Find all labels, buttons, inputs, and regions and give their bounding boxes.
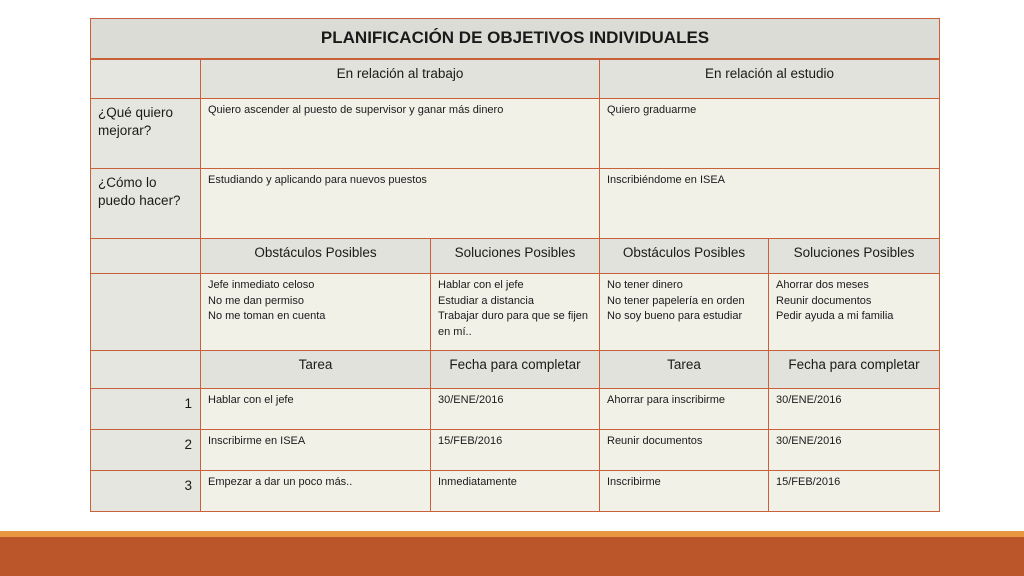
header-soluciones: Soluciones Posibles — [431, 239, 600, 274]
list-item: No me dan permiso — [208, 294, 304, 307]
date-cell: 15/FEB/2016 — [769, 471, 940, 512]
row-label: ¿Cómo lo puedo hacer? — [91, 169, 201, 239]
task-number: 3 — [91, 471, 201, 512]
table-row — [91, 99, 940, 169]
empty-header-cell — [91, 59, 201, 99]
cell-trabajo: Estudiando y aplicando para nuevos puestos — [201, 169, 600, 239]
table-row — [91, 274, 940, 351]
task-cell: Hablar con el jefe — [201, 389, 431, 430]
footer-bar — [0, 537, 1024, 576]
list-item: Jefe inmediato celoso — [208, 279, 315, 291]
task-cell: Inscribirme en ISEA — [201, 430, 431, 471]
header-trabajo: En relación al trabajo — [201, 59, 600, 99]
list-item: Reunir documentos — [776, 294, 872, 307]
table-row — [91, 169, 940, 239]
task-cell: Reunir documentos — [600, 430, 769, 471]
task-cell: Empezar a dar un poco más.. — [201, 471, 431, 512]
solutions-trabajo — [431, 274, 600, 351]
empty-header-cell — [91, 239, 201, 274]
list-item: Ahorrar dos meses — [776, 279, 869, 291]
list-item: No me toman en cuenta — [208, 310, 326, 322]
table-row — [91, 389, 940, 430]
date-cell: 15/FEB/2016 — [431, 430, 600, 471]
solutions-estudio — [769, 274, 940, 351]
list-item: Estudiar a distancia — [438, 294, 534, 307]
list-item: No tener dinero — [607, 279, 683, 291]
empty-label-cell — [91, 274, 201, 351]
table-row — [91, 430, 940, 471]
cell-estudio: Quiero graduarme — [600, 99, 940, 169]
header-tarea: Tarea — [201, 351, 431, 389]
header-estudio: En relación al estudio — [600, 59, 940, 99]
obstacles-trabajo — [201, 274, 431, 351]
list-item: Hablar con el jefe — [438, 279, 524, 291]
header-obstaculos: Obstáculos Posibles — [201, 239, 431, 274]
cell-estudio: Inscribiéndome en ISEA — [600, 169, 940, 239]
task-number: 2 — [91, 430, 201, 471]
list-item: No soy bueno para estudiar — [607, 310, 743, 322]
header-tarea: Tarea — [600, 351, 769, 389]
obstacles-estudio — [600, 274, 769, 351]
task-cell: Inscribirme — [600, 471, 769, 512]
task-number: 1 — [91, 389, 201, 430]
list-item: Trabajar duro para que se fijen en mí.. — [438, 310, 589, 338]
date-cell: Inmediatamente — [431, 471, 600, 512]
date-cell: 30/ENE/2016 — [769, 430, 940, 471]
list-item: No tener papelería en orden — [607, 294, 745, 307]
header-fecha: Fecha para completar — [769, 351, 940, 389]
table-title: PLANIFICACIÓN DE OBJETIVOS INDIVIDUALES — [91, 19, 940, 59]
list-item: Pedir ayuda a mi familia — [776, 310, 894, 322]
empty-header-cell — [91, 351, 201, 389]
date-cell: 30/ENE/2016 — [769, 389, 940, 430]
header-fecha: Fecha para completar — [431, 351, 600, 389]
table-row — [91, 471, 940, 512]
objectives-table — [90, 18, 940, 512]
date-cell: 30/ENE/2016 — [431, 389, 600, 430]
cell-trabajo: Quiero ascender al puesto de supervisor y ganar más dinero — [201, 99, 600, 169]
row-label: ¿Qué quiero mejorar? — [91, 99, 201, 169]
task-cell: Ahorrar para inscribirme — [600, 389, 769, 430]
header-soluciones: Soluciones Posibles — [769, 239, 940, 274]
header-obstaculos: Obstáculos Posibles — [600, 239, 769, 274]
